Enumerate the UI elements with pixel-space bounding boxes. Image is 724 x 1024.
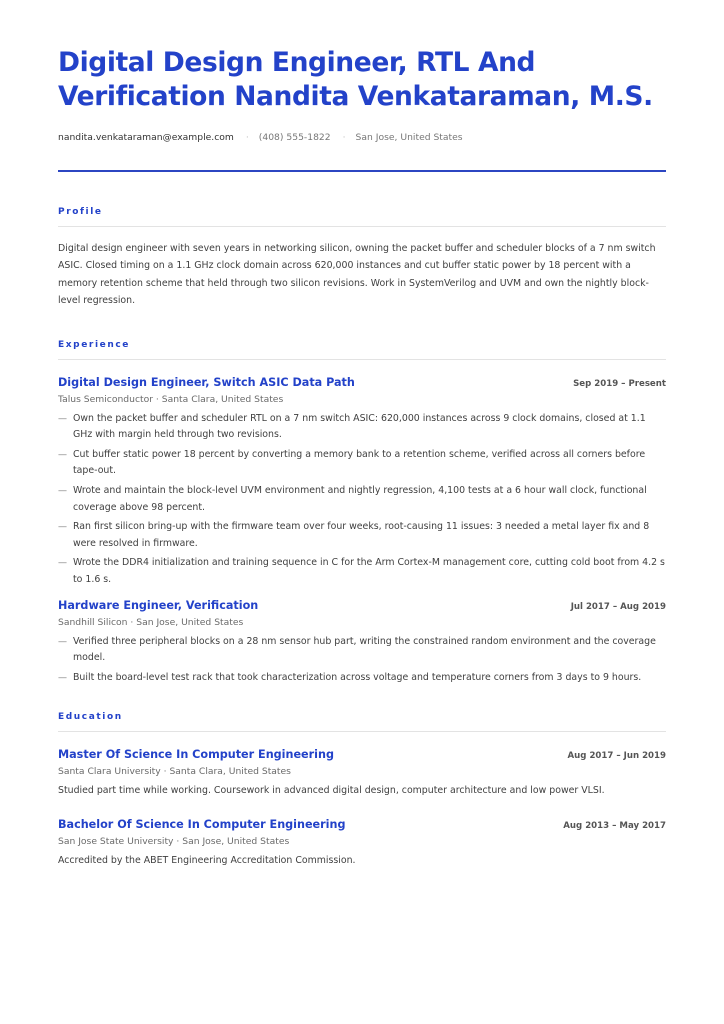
bullet-item: — Wrote and maintain the block-level UVM environment and nightly regression, 4,100 tests at a 6 hour wall clock, functional coverage above 98 percent.: [58, 483, 666, 516]
job-company: Sandhill Silicon · San Jose, United States: [58, 616, 244, 628]
entry-header: [58, 818, 666, 831]
school-name: Santa Clara University · Santa Clara, United States: [58, 766, 291, 778]
education-description: Studied part time while working. Coursework in advanced digital design, computer architecture and low power VLSI.: [58, 785, 605, 797]
experience-section: [58, 340, 666, 687]
job-title: Digital Design Engineer, Switch ASIC Data Path: [58, 375, 355, 389]
degree-dates: Aug 2013 – May 2017: [563, 821, 666, 832]
resume-page: [58, 46, 666, 866]
resume-header: [58, 46, 666, 172]
school-name: San Jose State University · San Jose, United States: [58, 836, 290, 848]
section-divider: [58, 731, 666, 732]
education-description: Accredited by the ABET Engineering Accreditation Commission.: [58, 855, 356, 867]
job-company: Talus Semiconductor · Santa Clara, United States: [58, 393, 284, 405]
job-title: Hardware Engineer, Verification: [58, 598, 259, 612]
contact-email[interactable]: nandita.venkataraman@example.com: [58, 131, 234, 143]
section-divider: [58, 226, 666, 227]
contact-line: [58, 130, 666, 144]
bullet-item: — Wrote the DDR4 initialization and training sequence in C for the Arm Cortex-M management core, cutting cold boot from 4.2 s to 1.6 s.: [58, 555, 666, 588]
name-heading: [58, 46, 666, 114]
entry-header: [58, 599, 666, 612]
job-bullets: [58, 411, 666, 589]
header-divider: [58, 170, 666, 172]
contact-phone[interactable]: (408) 555-1822: [258, 131, 331, 143]
contact-location: San Jose, United States: [355, 131, 463, 143]
section-divider: [58, 359, 666, 360]
bullet-item: — Verified three peripheral blocks on a 28 nm sensor hub part, writing the constrained random environment and the coverage model.: [58, 634, 666, 667]
job-dates: Jul 2017 – Aug 2019: [570, 601, 666, 612]
entry-header: [58, 376, 666, 389]
bullet-item: — Built the board-level test rack that took characterization across voltage and temperature corners from 3 days to 9 hours.: [58, 670, 666, 687]
bullet-item: — Cut buffer static power 18 percent by converting a memory bank to a retention scheme, verified across all corners before tape-out.: [58, 447, 666, 480]
education-section: [58, 712, 666, 866]
profile-summary: Digital design engineer with seven years in networking silicon, owning the packet buffer and scheduler blocks of a 7 nm switch ASIC. Closed timing on a 1.1 GHz clock domain across 620,000 instances and cut buffer static power by 18 percent with a memory retention scheme that held through two silicon revisions. Work in SystemVerilog and UVM and own the nightly block-level regression.: [58, 243, 656, 307]
contact-separator: ·: [245, 131, 249, 143]
section-title-profile: Profile: [58, 207, 103, 217]
section-title-experience: Experience: [58, 339, 130, 350]
contact-separator: ·: [342, 131, 346, 143]
name-line-2: Verification Nandita Venkataraman, M.S.: [58, 81, 653, 112]
experience-entry: [58, 599, 666, 687]
name-line-1: Digital Design Engineer, RTL And: [58, 47, 536, 78]
experience-entry: [58, 376, 666, 589]
section-title-education: Education: [58, 712, 123, 723]
profile-section: [58, 207, 666, 310]
degree-title: Master Of Science In Computer Engineering: [58, 748, 334, 762]
degree-dates: Aug 2017 – Jun 2019: [567, 751, 666, 762]
entry-header: [58, 748, 666, 761]
job-dates: Sep 2019 – Present: [573, 378, 666, 389]
job-bullets: [58, 634, 666, 687]
bullet-item: — Own the packet buffer and scheduler RTL on a 7 nm switch ASIC: 620,000 instances across 9 clock domains, closed at 1.1 GHz with margin held through two revisions.: [58, 411, 666, 444]
degree-title: Bachelor Of Science In Computer Engineering: [58, 818, 346, 832]
education-entry: [58, 748, 666, 796]
bullet-item: — Ran first silicon bring-up with the firmware team over four weeks, root-causing 11 issues: 3 needed a metal layer fix and 8 were resolved in firmware.: [58, 519, 666, 552]
education-entry: [58, 818, 666, 866]
